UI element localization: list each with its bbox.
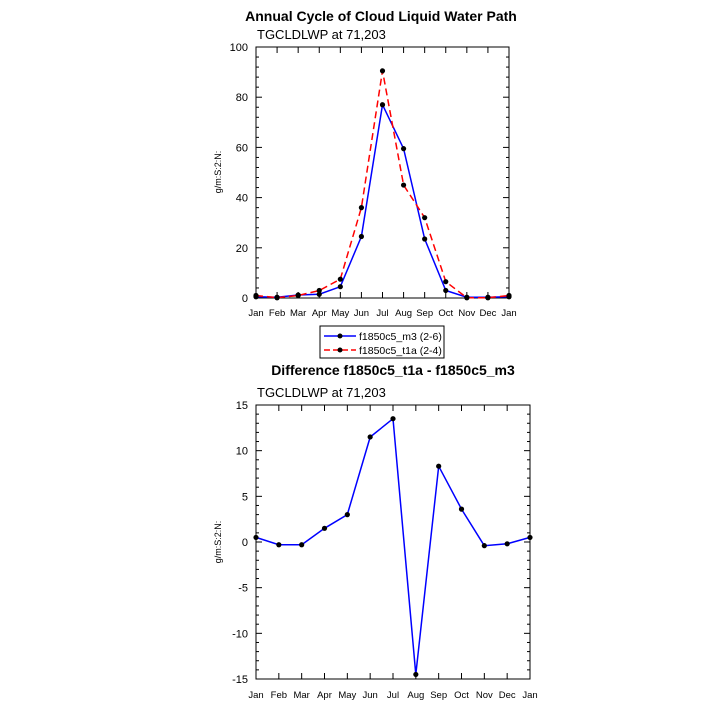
chart2-xtick-label: Sep <box>430 690 448 701</box>
chart2-plot <box>253 416 532 677</box>
legend-marker-t1a <box>338 348 343 353</box>
chart1-point-1-3 <box>317 288 322 293</box>
chart2-point-0-7 <box>413 672 418 677</box>
chart2-point-0-3 <box>322 526 327 531</box>
chart1-point-1-8 <box>422 215 427 220</box>
chart1-point-0-5 <box>359 234 364 239</box>
chart2-ytick-label: 5 <box>241 491 248 504</box>
chart2-xtick-label: Apr <box>317 690 332 701</box>
chart1-xtick-label: Mar <box>289 308 307 319</box>
chart2-point-0-5 <box>368 434 373 439</box>
chart1-series-line-0 <box>256 105 509 298</box>
chart1-point-1-1 <box>274 295 279 300</box>
legend-label-t1a: f1850c5_t1a (2-4) <box>359 345 442 357</box>
chart2-point-0-1 <box>276 542 281 547</box>
chart1-point-1-12 <box>506 293 511 298</box>
chart1-point-1-5 <box>359 205 364 210</box>
chart1-point-1-10 <box>464 295 469 300</box>
chart2-xtick-label: Feb <box>270 690 288 701</box>
chart2-ytick-label: 0 <box>241 537 248 549</box>
chart1-xtick-label: Jan <box>501 308 517 319</box>
chart1-point-0-7 <box>401 146 406 151</box>
chart1-ytick-label: 40 <box>235 192 248 205</box>
chart2-xtick-label: Jun <box>362 690 378 701</box>
chart2-xtick-label: Jul <box>386 690 400 701</box>
chart1-ytick-label: 80 <box>235 92 248 105</box>
chart2-xtick-label: May <box>338 690 357 701</box>
chart2-point-0-8 <box>436 464 441 469</box>
chart2-ytick-label: 10 <box>235 445 248 458</box>
chart2-xtick-label: Aug <box>407 690 425 701</box>
chart2-ytick-label: -5 <box>238 582 248 595</box>
chart1-xtick-label: Sep <box>416 308 434 319</box>
chart1-point-0-9 <box>443 288 448 293</box>
chart1-point-1-7 <box>401 182 406 187</box>
chart1-point-1-0 <box>253 293 258 298</box>
legend-marker-m3 <box>338 334 343 339</box>
chart1-point-0-6 <box>380 102 385 107</box>
chart1-subtitle: TGCLDLWP at 71,203 <box>257 27 386 42</box>
chart2-xtick-label: Nov <box>475 690 493 701</box>
chart1-xtick-label: Nov <box>458 308 476 319</box>
chart1-axes <box>230 42 517 319</box>
chart1-title: Annual Cycle of Cloud Liquid Water Path <box>245 8 517 24</box>
chart1-xtick-label: May <box>331 308 350 319</box>
legend-label-m3: f1850c5_m3 (2-6) <box>359 331 442 343</box>
chart2-point-0-11 <box>505 541 510 546</box>
chart1-legend <box>320 326 444 358</box>
chart2-axes <box>232 400 538 701</box>
chart2-frame <box>256 405 530 679</box>
chart2-point-0-0 <box>253 535 258 540</box>
chart1-ylabel: g/m:S:2:N: <box>213 150 223 194</box>
chart1-xtick-label: Oct <box>438 308 454 319</box>
chart1-xtick-label: Aug <box>395 308 413 319</box>
chart2-point-0-2 <box>299 542 304 547</box>
chart1-point-0-8 <box>422 236 427 241</box>
chart1-xtick-label: Jan <box>248 308 264 319</box>
chart2-point-0-10 <box>482 543 487 548</box>
chart1-point-1-2 <box>296 293 301 298</box>
chart2-xtick-label: Jan <box>248 690 264 701</box>
chart2-xtick-label: Oct <box>454 690 469 701</box>
chart2-title: Difference f1850c5_t1a - f1850c5_m3 <box>271 362 515 378</box>
chart2-xtick-label: Dec <box>498 690 516 701</box>
chart2-xtick-label: Jan <box>522 690 538 701</box>
chart2-ytick-label: 15 <box>235 400 248 412</box>
chart1-xtick-label: Feb <box>268 308 286 319</box>
chart1-ytick-label: 100 <box>229 42 248 54</box>
chart2-ytick-label: -15 <box>232 674 248 686</box>
chart1-xtick-label: Dec <box>479 308 497 319</box>
chart1-point-0-4 <box>338 284 343 289</box>
chart1-point-1-9 <box>443 279 448 284</box>
chart2-ylabel: g/m:S:2:N: <box>213 520 223 564</box>
chart1-xtick-label: Jul <box>376 308 389 319</box>
chart2-point-0-4 <box>345 512 350 517</box>
chart2-ytick-label: -10 <box>232 628 248 641</box>
chart1-xtick-label: Jun <box>353 308 370 319</box>
chart1-point-1-4 <box>338 277 343 282</box>
chart1-point-1-6 <box>380 68 385 73</box>
chart1-frame <box>256 47 509 298</box>
chart1-plot <box>253 68 511 300</box>
chart2-xtick-label: Mar <box>293 690 310 701</box>
chart1-xtick-label: Apr <box>311 308 327 319</box>
chart1-ytick-label: 20 <box>235 242 248 255</box>
chart1-ytick-label: 60 <box>235 142 248 155</box>
chart2-series-line-0 <box>256 419 530 675</box>
chart1-point-1-11 <box>485 295 490 300</box>
chart2-point-0-6 <box>390 416 395 421</box>
chart1-ytick-label: 0 <box>241 293 248 305</box>
chart2-subtitle: TGCLDLWP at 71,203 <box>257 385 386 400</box>
chart2-point-0-12 <box>527 535 532 540</box>
chart2-point-0-9 <box>459 507 464 512</box>
